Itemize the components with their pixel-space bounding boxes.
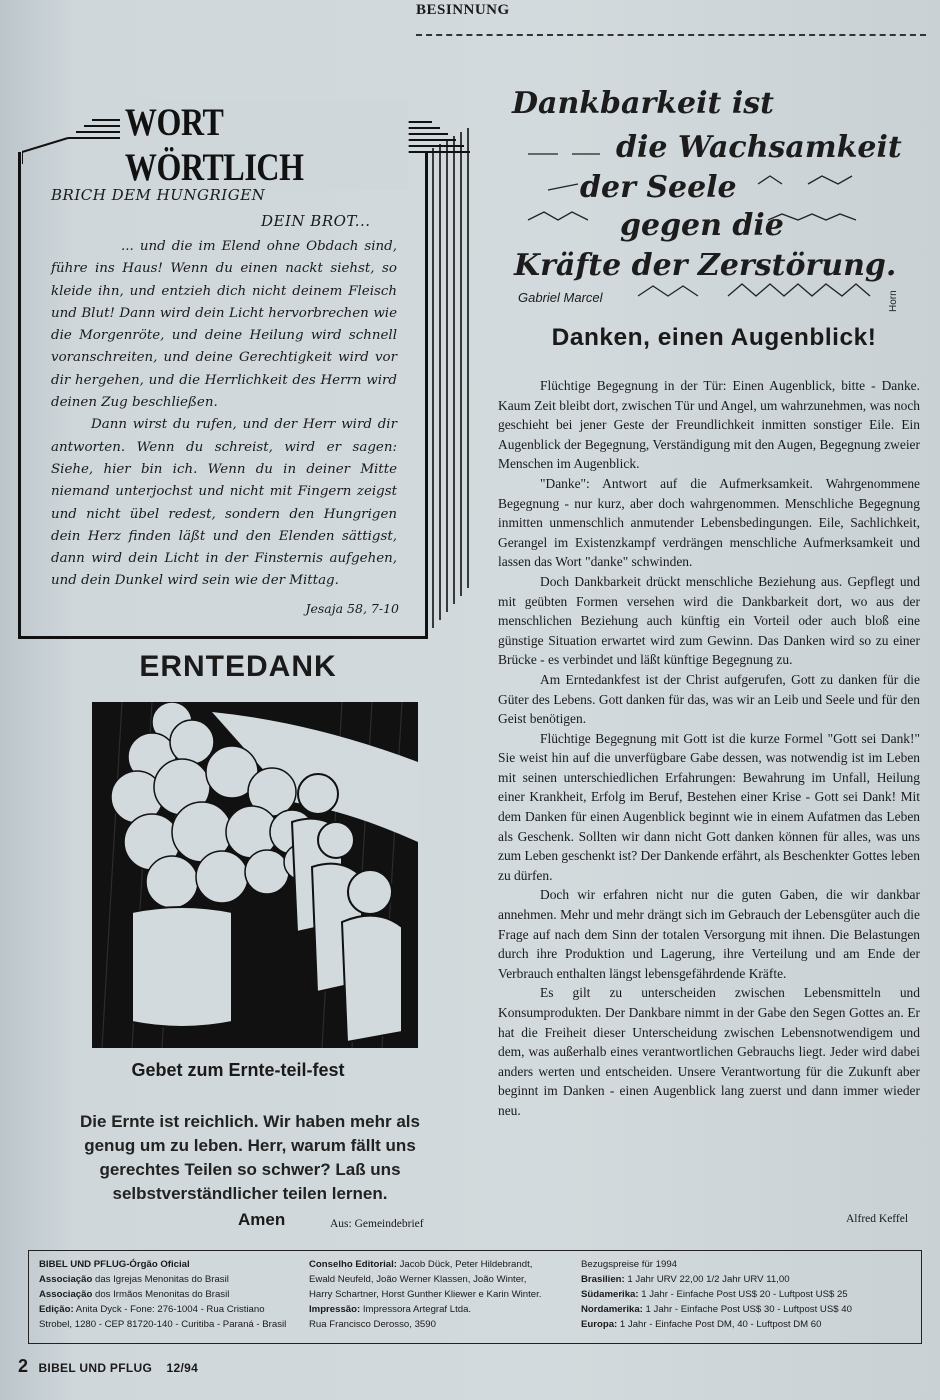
magazine-name: BIBEL UND PFLUG	[38, 1361, 153, 1375]
issue-number: 12/94	[166, 1361, 199, 1375]
quote-author: Gabriel Marcel	[518, 290, 603, 305]
imprint-row: Südamerika: 1 Jahr - Einfache Post US$ 20 - Luftpost US$ 25	[581, 1289, 848, 1301]
imprint-column-editorial	[309, 1257, 579, 1332]
imprint-row: Conselho Editorial: Jacob Dück, Peter Hildebrandt,	[309, 1259, 533, 1270]
erntedank-title: ERNTEDANK	[139, 650, 337, 683]
imprint-row: Associação das Igrejas Menonitas do Brasil	[39, 1274, 229, 1286]
quote-line: Dankbarkeit ist	[512, 86, 774, 121]
wort-woertlich-box	[18, 152, 428, 639]
article-paragraph: Am Erntedankfest ist der Christ aufgerufen, Gott zu danken für die Güter des Lebens. Gott danken für das, was wir an Leib und Seele und für den Geist benötigen.	[498, 671, 920, 727]
imprint-row: Ewald Neufeld, João Werner Klassen, João Winter,	[309, 1274, 527, 1286]
scripture-heading-line1: BRICH DEM HUNGRIGEN	[51, 186, 266, 204]
wort-woertlich-title: WORT WÖRTLICH	[120, 100, 409, 190]
section-label: BESINNUNG	[416, 2, 510, 18]
imprint-row: Bezugspreise für 1994	[581, 1259, 677, 1270]
imprint-row: Europa: 1 Jahr - Einfache Post DM, 40 - Luftpost DM 60	[581, 1319, 822, 1331]
article-paragraph: Flüchtige Begegnung in der Tür: Einen Augenblick, bitte - Danke. Kaum Zeit bleibt dort, zwischen Tür und Angel, um wahrzunehmen, was noch geschieht bei jener Geste der Freundlichkeit inmitten sonstiger Eile. Ein Augenblick der Begegnung, Verständigung mit den Augen, Begegnung zweier Menschen im Augenblick.	[498, 378, 920, 472]
quote-block	[508, 80, 918, 316]
prayer-title: Gebet zum Ernte-teil-fest	[131, 1060, 345, 1080]
harvest-illustration	[92, 702, 418, 1048]
quote-line: Kräfte der Zerstörung.	[514, 248, 897, 283]
quote-line: die Wachsamkeit	[616, 130, 902, 165]
scripture-text	[51, 236, 397, 593]
article-author: Alfred Keffel	[846, 1213, 909, 1225]
imprint-row: Edição: Anita Dyck - Fone: 276-1004 - Rua Cristiano	[39, 1304, 265, 1316]
prayer-text: Die Ernte ist reichlich. Wir haben mehr als genug um zu leben. Herr, warum fällt uns gerechtes Teilen so schwer? Laß uns selbstverständlicher teilen lernen.	[80, 1112, 420, 1203]
illustrator-credit: Horn	[888, 290, 899, 312]
article-body	[498, 376, 920, 1121]
quote-line: gegen die	[620, 208, 784, 243]
scripture-paragraph: Dann wirst du rufen, und der Herr wird dir antworten. Wenn du schreist, wird er sagen: Siehe, hier bin ich. Wenn du in deiner Mitte niemand unterjochst und nicht mit Fingern zeigst und nicht übel redest, sondern den Hungrigen dein Herz finden läßt und den Elenden sättigst, dann wird dein Licht in der Finsternis aufgehen, und dein Dunkel wird sein wie der Mittag.	[51, 417, 397, 589]
imprint-row: Nordamerika: 1 Jahr - Einfache Post US$ 30 - Luftpost US$ 40	[581, 1304, 852, 1316]
article-paragraph: "Danke": Antwort auf die Aufmerksamkeit. Wahrgenommene Begegnung - nur kurz, aber doch wahrgenommen. Menschliche Begegnung inmitten unmenschlich anmutender Lebensbedingungen. Eile, Sachlichkeit, Gerangel im Existenzkampf verdrängen menschliche Aufmerksamkeit und lassen das Wort "danke" schwinden.	[498, 475, 920, 570]
box-frame-stripes	[424, 128, 472, 636]
article-paragraph: Flüchtige Begegnung mit Gott ist die kurze Formel "Gott sei Dank!" Sie weist hin auf die unverfügbare Gabe dessen, was notwendig ist im Leben mit seinen unterschiedlichen Erfahrungen: Bewahrung im Unfall, Heilung einer Krankheit, Erfolg im Beruf, Bestehen einer Krise - Gott sei Dank! Mit dem Danken für einen Augenblick beginnt wie in einem Aufatmen das Leben als Geschenk. Sollten wir dann nicht Gott danken können für alles, was uns zum Leben geschenkt ist? Der Dankende erfährt, als Beschenkter Gottes leben zu dürfen.	[498, 730, 920, 883]
scripture-paragraph: ... und die im Elend ohne Obdach sind, führe ins Haus! Wenn du einen nackt siehst, so kleide ihn, und entzieh dich nicht deinem Fleisch und Blut! Dann wird dein Licht hervorbrechen wie die Morgenröte, und deine Heilung wird schnell voranschreiten, und deine Gerechtigkeit wird vor dir hergehen, und die Herrlichkeit des Herrn wird deinen Zug beschließen.	[51, 239, 397, 411]
imprint-box	[28, 1250, 922, 1344]
article-paragraph: Es gilt zu unterscheiden zwischen Lebensmitteln und Konsumprodukten. Der Dankbare nimmt in der Gabe den Segen Gottes an. Er hat die Freiheit dieser Unterscheidung zwischen Lebensnotwendigem und dem, was außerhalb eines verantwortlichen Gebrauchs liegt. Jeder wird dabei anders werten und entscheiden. Unsere Verantwortung für die Zukunft aber beginnt im Danken - einen Augenblick lang zuerst und dann immer wieder neu.	[498, 985, 920, 1118]
page-number: 2	[18, 1356, 29, 1376]
imprint-row: Harry Schartner, Horst Gunther Kliewer e Karin Winter.	[309, 1289, 542, 1301]
article-paragraph: Doch wir erfahren nicht nur die guten Gaben, die wir dankbar annehmen. Mehr und mehr drängt sich im Gebrauch der Lebensgüter auch die Frage auf nach dem Sinn der totalen Versorgung mit ihnen. Die Belastungen durch ihre Produktion und Lagerung, ihre Verteilung und am Ende der Verbrauch enthalten längst lebensgefährdende Kräfte.	[498, 887, 920, 981]
article-paragraph: Doch Dankbarkeit drückt menschliche Beziehung aus. Gepflegt und mit geübten Formen versehen wird die Dankbarkeit dort, wo aus der menschlichen Beziehung auch künftig ein Vorteil oder auch bloß eine günstige Situation erwartet wird zum Gewinn. Das Danken wird so zu einer Brücke - es verbindet und läßt künftige Begegnung zu.	[498, 573, 920, 668]
page-footer	[18, 1356, 198, 1377]
imprint-row: Brasilien: 1 Jahr URV 22,00 1/2 Jahr URV 11,00	[581, 1274, 790, 1286]
scripture-heading-line2: DEIN BROT...	[261, 212, 371, 230]
imprint-row: Strobel, 1280 - CEP 81720-140 - Curitiba - Paraná - Brasil	[39, 1319, 287, 1331]
imprint-column-prices	[581, 1257, 911, 1332]
imprint-row: Associação dos Irmãos Menonitas do Brasil	[39, 1289, 230, 1301]
scripture-source: Jesaja 58, 7-10	[305, 601, 399, 616]
quote-line: der Seele	[580, 170, 737, 205]
imprint-row: BIBEL UND PFLUG-Órgão Oficial	[39, 1259, 190, 1270]
imprint-row: Impressão: Impressora Artegraf Ltda.	[309, 1304, 472, 1316]
imprint-column-publisher	[39, 1257, 299, 1332]
prayer-source: Aus: Gemeindebrief	[330, 1218, 424, 1230]
section-header	[416, 0, 926, 36]
article-title: Danken, einen Augenblick!	[551, 324, 877, 351]
imprint-row: Rua Francisco Derosso, 3590	[309, 1319, 436, 1331]
prayer-amen: Amen	[238, 1210, 286, 1229]
